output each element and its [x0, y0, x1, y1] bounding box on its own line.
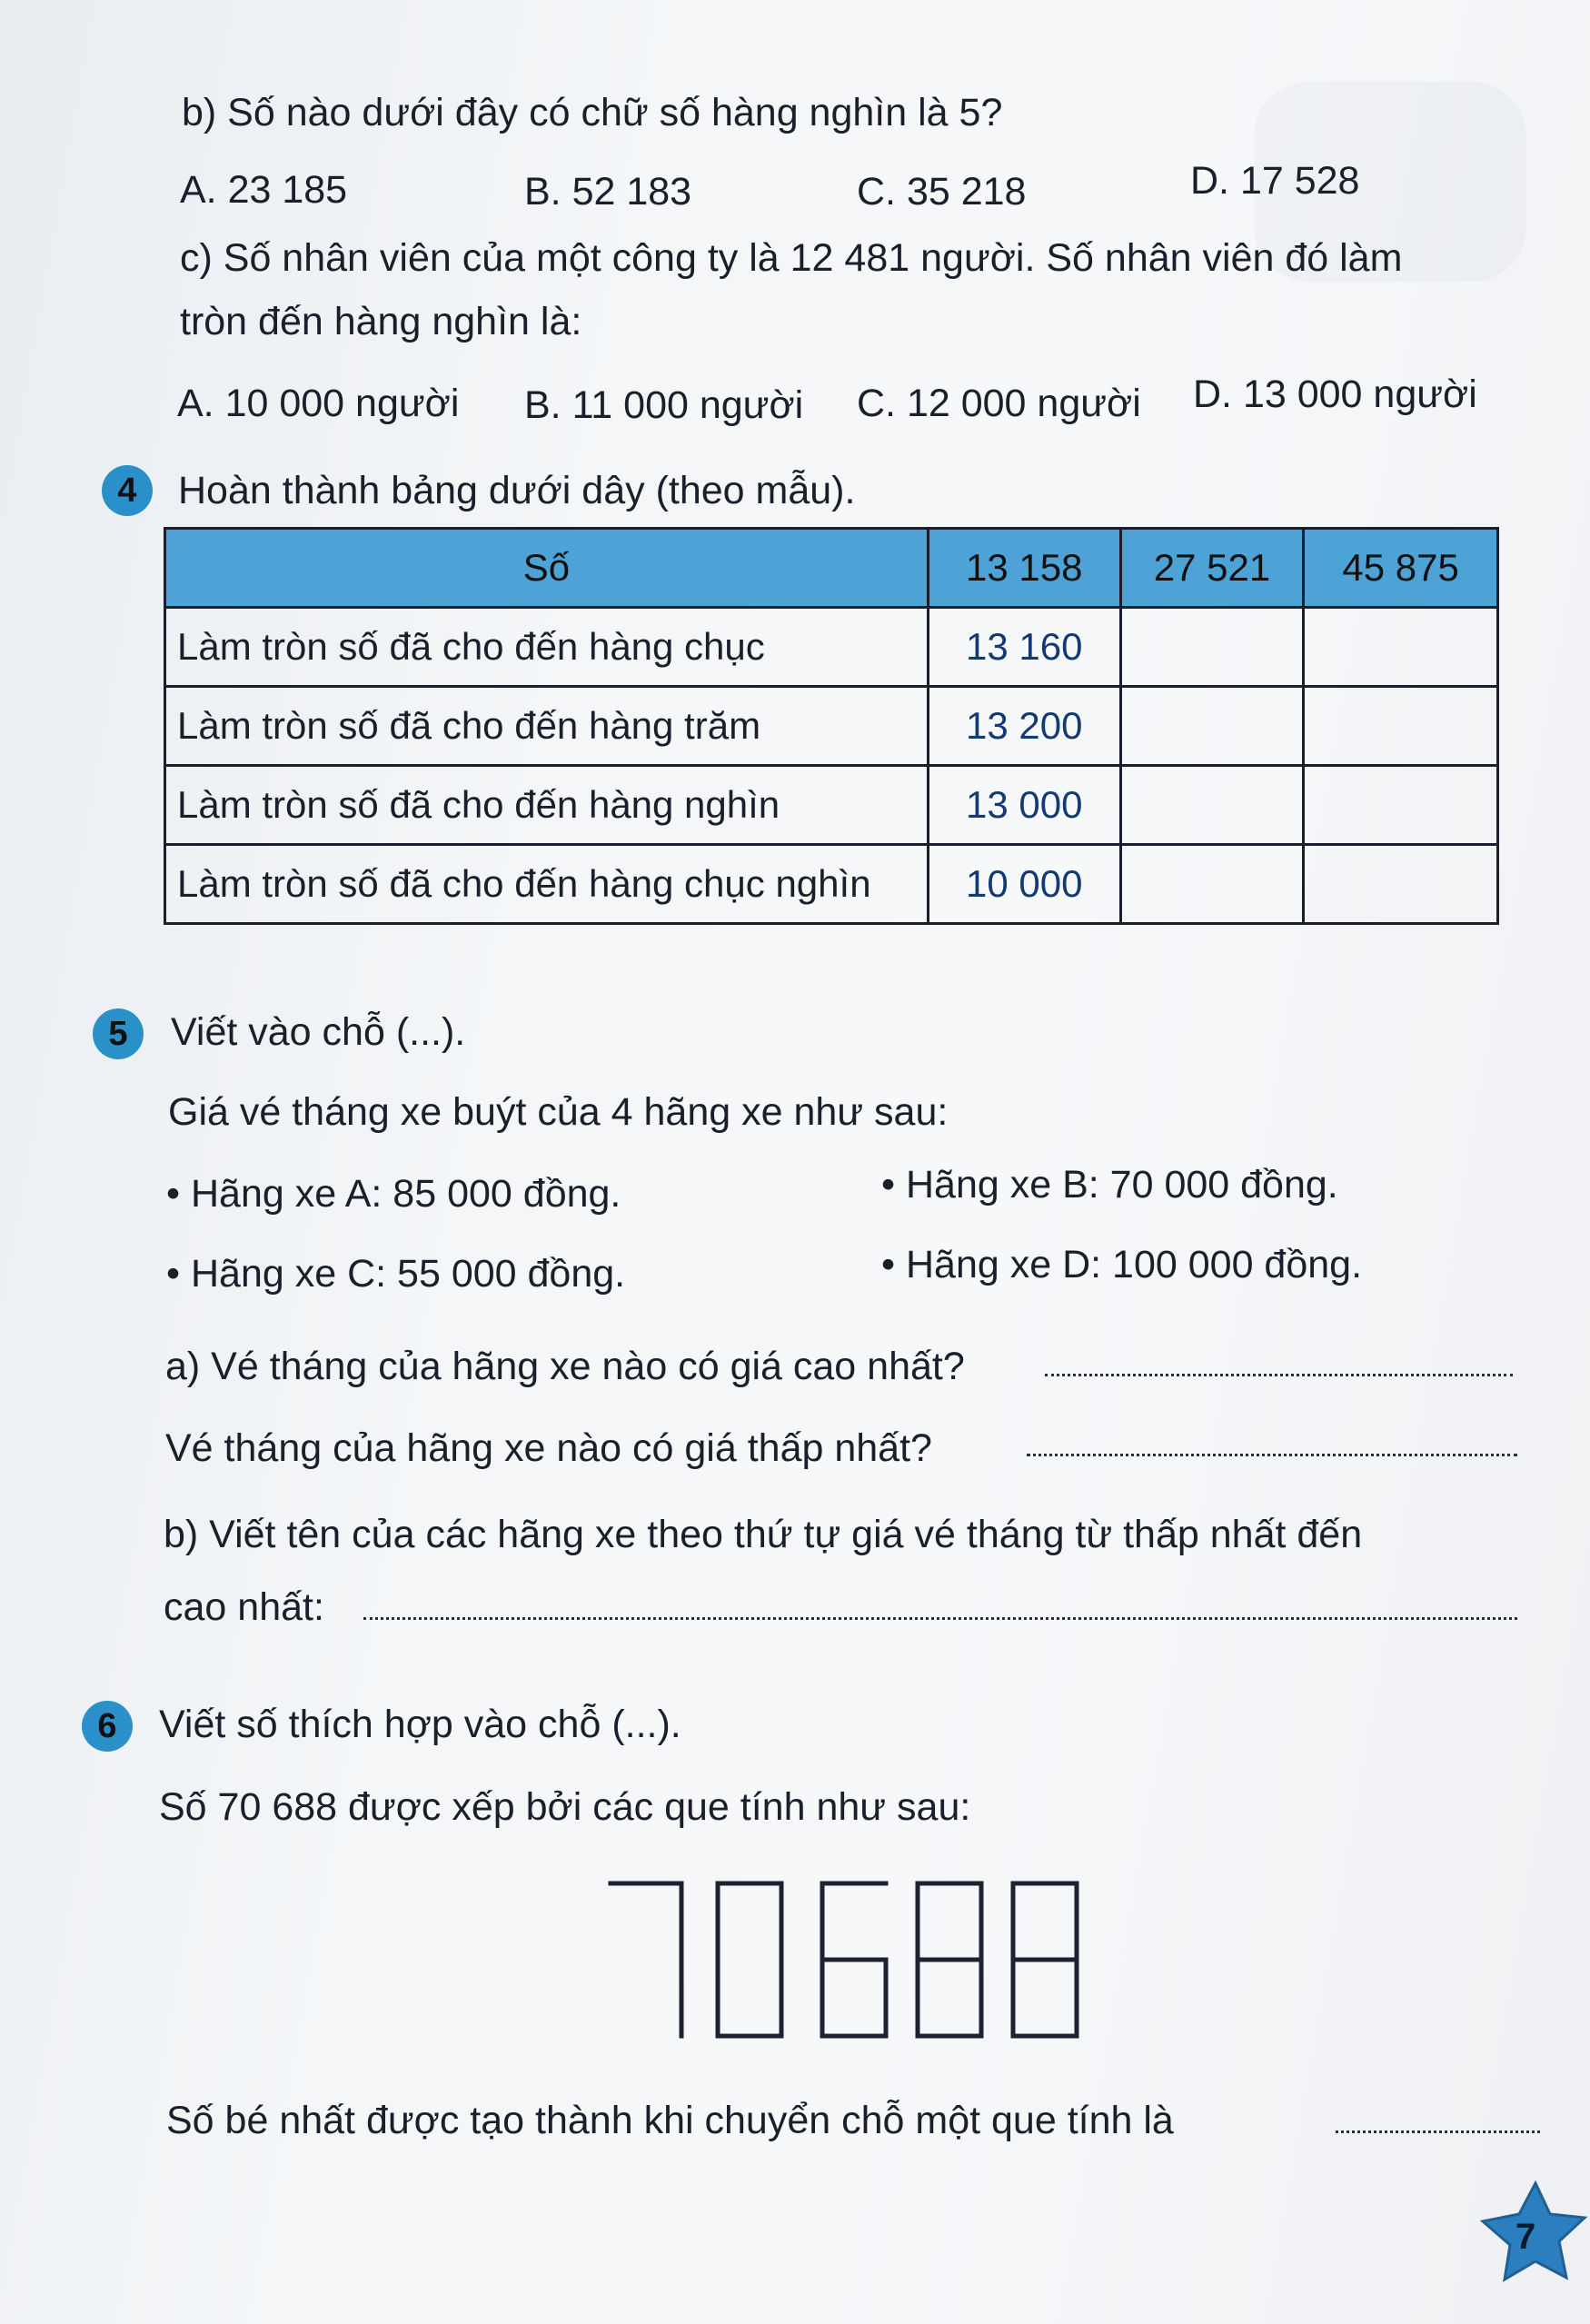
q3b-option-c[interactable]: C. 35 218	[857, 170, 1027, 214]
table-cell: 13 000	[928, 766, 1120, 845]
q3c-option-d[interactable]: D. 13 000 người	[1193, 372, 1477, 416]
q5b-question-line1: b) Viết tên của các hãng xe theo thứ tự giá vé tháng từ thấp nhất đến	[164, 1513, 1363, 1556]
q5-item-a: • Hãng xe A: 85 000 đồng.	[166, 1172, 621, 1216]
table-header-cell: Số	[165, 529, 929, 608]
table-row	[165, 608, 1498, 687]
q3c-option-a[interactable]: A. 10 000 người	[177, 382, 460, 425]
q5-item-d: • Hãng xe D: 100 000 đồng.	[881, 1243, 1363, 1286]
q3c-question-line1: c) Số nhân viên của một công ty là 12 481 người. Số nhân viên đó làm	[180, 236, 1403, 280]
q5-item-c: • Hãng xe C: 55 000 đồng.	[166, 1252, 626, 1296]
row-label: Làm tròn số đã cho đến hàng nghìn	[165, 766, 929, 845]
matchstick-number-figure	[600, 1876, 1108, 2044]
q5a-question-highest: a) Vé tháng của hãng xe nào có giá cao nhất?	[165, 1345, 965, 1388]
table-header-row	[165, 529, 1498, 608]
answer-cell[interactable]	[1304, 608, 1498, 687]
q6-intro: Số 70 688 được xếp bởi các que tính như sau:	[159, 1785, 971, 1829]
answer-line-lowest[interactable]	[1027, 1454, 1517, 1456]
answer-line-smallest-number[interactable]	[1336, 2130, 1540, 2133]
table-row	[165, 687, 1498, 766]
q5-item-b: • Hãng xe B: 70 000 đồng.	[881, 1163, 1338, 1207]
row-label: Làm tròn số đã cho đến hàng chục	[165, 608, 929, 687]
answer-cell[interactable]	[1120, 608, 1304, 687]
table-cell: 13 160	[928, 608, 1120, 687]
q3b-option-a[interactable]: A. 23 185	[180, 168, 348, 212]
q3c-question-line2: tròn đến hàng nghìn là:	[180, 300, 582, 343]
answer-line-highest[interactable]	[1045, 1374, 1513, 1376]
q6-number-badge: 6	[82, 1701, 133, 1752]
table-header-cell: 13 158	[928, 529, 1120, 608]
answer-cell[interactable]	[1304, 766, 1498, 845]
matchstick-digit-8	[918, 1883, 981, 2036]
q5-intro: Giá vé tháng xe buýt của 4 hãng xe như sau:	[168, 1090, 949, 1134]
table-row	[165, 766, 1498, 845]
q5a-question-lowest: Vé tháng của hãng xe nào có giá thấp nhất?	[165, 1426, 932, 1470]
table-header-cell: 45 875	[1304, 529, 1498, 608]
q3c-option-b[interactable]: B. 11 000 người	[524, 383, 804, 427]
q3b-option-b[interactable]: B. 52 183	[524, 170, 692, 214]
q3c-option-c[interactable]: C. 12 000 người	[857, 382, 1141, 425]
q3b-question: b) Số nào dưới đây có chữ số hàng nghìn là 5?	[182, 91, 1003, 134]
page-number: 7	[1515, 2217, 1536, 2257]
row-label: Làm tròn số đã cho đến hàng trăm	[165, 687, 929, 766]
answer-cell[interactable]	[1304, 845, 1498, 924]
row-label: Làm tròn số đã cho đến hàng chục nghìn	[165, 845, 929, 924]
table-header-cell: 27 521	[1120, 529, 1304, 608]
matchstick-digit-6	[822, 1883, 886, 2036]
matchstick-digit-0	[718, 1883, 781, 2036]
q4-title: Hoàn thành bảng dưới dây (theo mẫu).	[178, 469, 856, 512]
q5-number-badge: 5	[93, 1008, 144, 1059]
answer-cell[interactable]	[1120, 766, 1304, 845]
q3b-option-d[interactable]: D. 17 528	[1190, 159, 1360, 203]
q4-number-badge: 4	[102, 465, 153, 516]
q5-title: Viết vào chỗ (...).	[171, 1010, 466, 1054]
table-cell: 10 000	[928, 845, 1120, 924]
matchstick-digit-7	[611, 1883, 681, 2036]
q6-answer-prompt: Số bé nhất được tạo thành khi chuyển chỗ một que tính là	[166, 2099, 1174, 2142]
q5b-question-line2: cao nhất:	[164, 1585, 324, 1629]
answer-cell[interactable]	[1120, 687, 1304, 766]
answer-line-order[interactable]	[363, 1617, 1517, 1620]
table-row	[165, 845, 1498, 924]
q6-title: Viết số thích hợp vào chỗ (...).	[159, 1703, 681, 1746]
answer-cell[interactable]	[1120, 845, 1304, 924]
rounding-table	[164, 527, 1499, 925]
matchstick-digit-8	[1013, 1883, 1077, 2036]
table-cell: 13 200	[928, 687, 1120, 766]
answer-cell[interactable]	[1304, 687, 1498, 766]
